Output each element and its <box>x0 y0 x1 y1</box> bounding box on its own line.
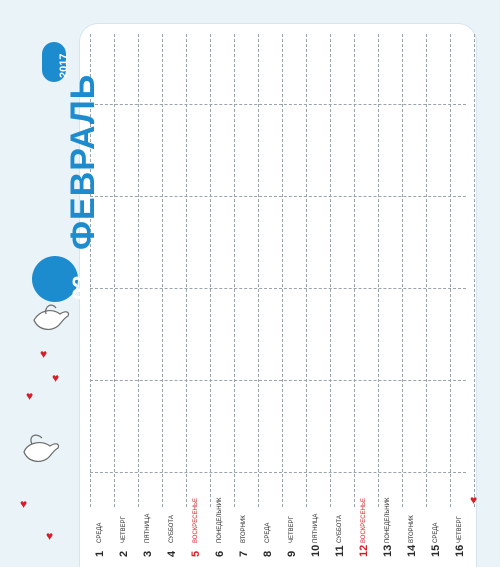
day-name: ЧЕТВЕРГ <box>121 516 127 543</box>
bird-icon <box>30 300 72 336</box>
heart-icon: ♥ <box>52 371 60 385</box>
day-number: 2 <box>118 550 130 557</box>
day-number: 5 <box>190 550 202 557</box>
month-number: 02. <box>68 269 93 300</box>
day-name: ЧЕТВЕРГ <box>457 516 463 543</box>
day-cell <box>140 487 164 557</box>
day-number: 7 <box>238 550 250 557</box>
day-number: 10 <box>310 544 322 557</box>
year-label: 2017 <box>58 53 70 78</box>
heart-icon: ♥ <box>46 529 54 543</box>
day-number: 11 <box>334 545 346 557</box>
day-cell <box>284 487 308 557</box>
day-cell <box>356 487 380 557</box>
day-number: 9 <box>286 550 298 557</box>
day-cell <box>164 487 188 557</box>
day-cell <box>308 487 332 557</box>
day-number: 12 <box>358 544 370 557</box>
day-cell <box>236 487 260 557</box>
grid-row-line <box>90 472 466 473</box>
calendar-page <box>80 24 476 567</box>
day-cell <box>428 487 452 557</box>
day-name: СУББОТА <box>337 515 343 543</box>
day-number: 3 <box>142 550 154 557</box>
grid-row-line <box>90 380 466 381</box>
day-number: 8 <box>262 550 274 557</box>
heart-icon: ♥ <box>20 497 28 511</box>
day-name: ЧЕТВЕРГ <box>289 516 295 543</box>
day-name: СУББОТА <box>169 515 175 543</box>
day-name: ПЯТНИЦА <box>313 513 319 543</box>
day-number: 14 <box>406 544 418 557</box>
day-name: ПОНЕДЕЛЬНИК <box>217 497 223 543</box>
bird-icon <box>18 430 62 470</box>
day-cell <box>380 487 404 557</box>
day-name: ПОНЕДЕЛЬНИК <box>385 497 391 543</box>
day-number: 4 <box>166 550 178 557</box>
day-cell <box>332 487 356 557</box>
day-number: 13 <box>382 544 394 557</box>
day-cell <box>116 487 140 557</box>
month-header <box>10 30 102 300</box>
day-name: ВТОРНИК <box>409 515 415 543</box>
month-name: ФЕВРАЛЬ <box>64 73 102 250</box>
day-cell <box>212 487 236 557</box>
heart-icon: ♥ <box>40 347 48 361</box>
day-cell <box>92 487 116 557</box>
day-number: 16 <box>454 544 466 557</box>
day-number: 6 <box>214 550 226 557</box>
day-name: СРЕДА <box>97 522 103 543</box>
day-name: ВОСКРЕСЕНЬЕ <box>361 498 367 543</box>
heart-icon: ♥ <box>470 493 478 507</box>
day-cell <box>260 487 284 557</box>
heart-icon: ♥ <box>26 389 34 403</box>
day-name: СРЕДА <box>433 522 439 543</box>
day-name: ПЯТНИЦА <box>145 513 151 543</box>
day-number: 1 <box>94 550 106 557</box>
day-name: СРЕДА <box>265 522 271 543</box>
day-cell <box>404 487 428 557</box>
day-name: ВТОРНИК <box>241 515 247 543</box>
grid-column-line <box>474 34 475 507</box>
day-number: 15 <box>430 544 442 557</box>
day-cell <box>188 487 212 557</box>
grid-row-line <box>90 104 466 105</box>
grid-row-line <box>90 196 466 197</box>
grid-row-line <box>90 288 466 289</box>
day-name: ВОСКРЕСЕНЬЕ <box>193 498 199 543</box>
